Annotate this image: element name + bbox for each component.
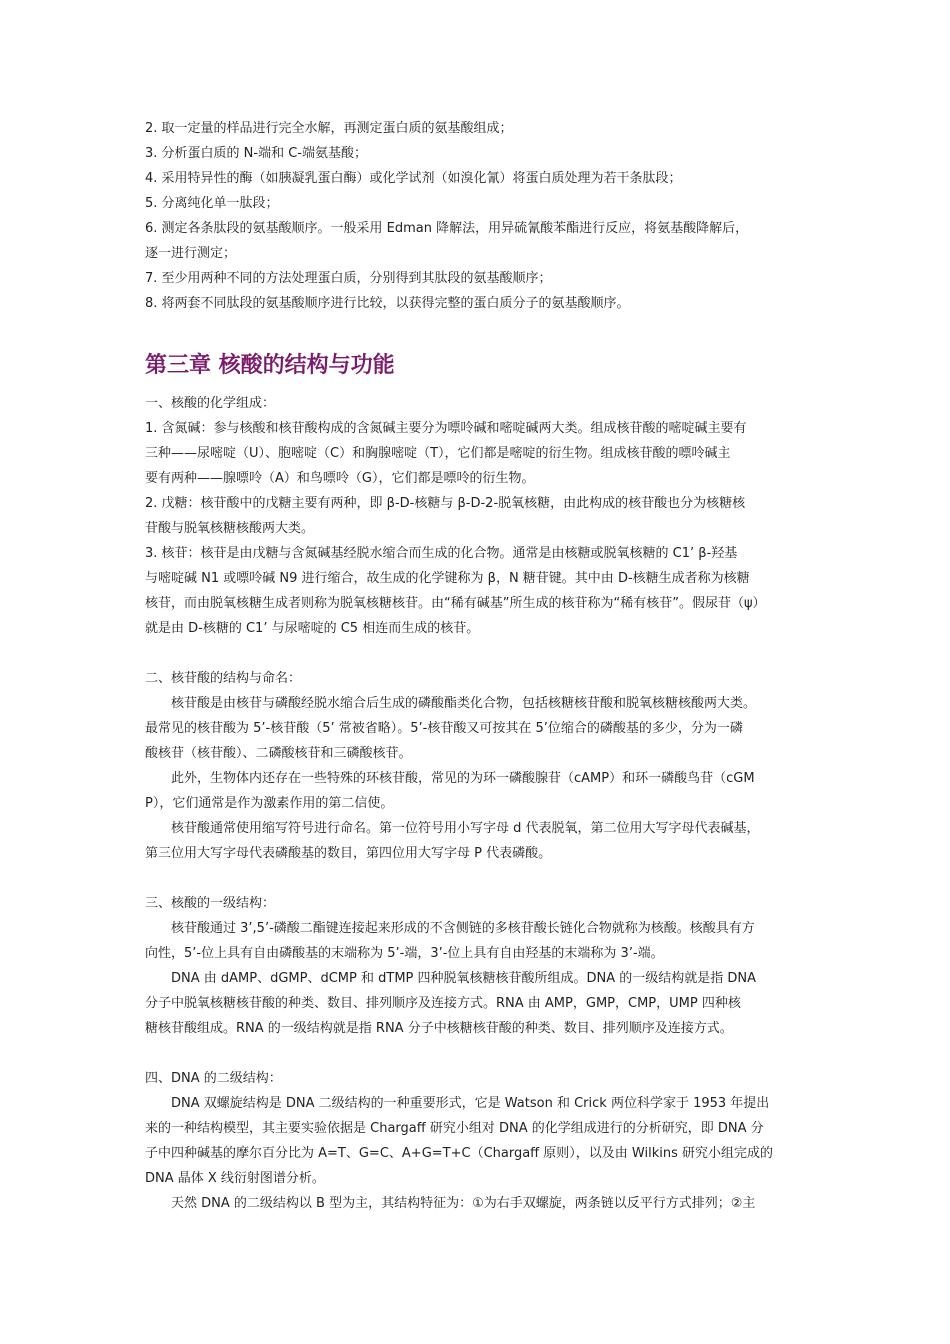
chapter-title: 第三章 核酸的结构与功能 <box>145 352 395 378</box>
paragraph-line: 分子中脱氧核糖核苷酸的种类、数目、排列顺序及连接方式。RNA 由 AMP，GMP，CMP，UMP 四种核 <box>145 996 741 1011</box>
paragraph-line: 核苷，而由脱氧核糖生成者则称为脱氧核糖核苷。由“稀有碱基”所生成的核苷称为“稀有核苷”。假尿苷（ψ） <box>145 596 766 611</box>
paragraph-line: 向性，5’-位上具有自由磷酸基的末端称为 5’-端，3’-位上具有自由羟基的末端称为 3’-端。 <box>145 946 664 961</box>
paragraph-line: 最常见的核苷酸为 5’-核苷酸（5’ 常被省略）。5’-核苷酸又可按其在 5’位缩合的磷酸基的多少，分为一磷 <box>145 721 743 736</box>
paragraph-line: 与嘧啶碱 N1 或嘌呤碱 N9 进行缩合，故生成的化学键称为 β，N 糖苷键。其中由 D-核糖生成者称为核糖 <box>145 571 750 586</box>
paragraph-line: 子中四种碱基的摩尔百分比为 A=T、G=C、A+G=T+C（Chargaff 原则），以及由 Wilkins 研究小组完成的 <box>145 1146 773 1161</box>
numbered-list <box>145 116 815 316</box>
paragraph-line: 第三位用大写字母代表磷酸基的数目，第四位用大写字母 P 代表磷酸。 <box>145 846 552 861</box>
paragraph-line: 1. 含氮碱：参与核酸和核苷酸构成的含氮碱主要分为嘌呤碱和嘧啶碱两大类。组成核苷酸的嘧啶碱主要有 <box>145 421 747 436</box>
section-chemical-composition <box>145 391 815 641</box>
section-dna-secondary-structure <box>145 1066 815 1216</box>
paragraph-line: 就是由 D-核糖的 C1’ 与尿嘧啶的 C5 相连而生成的核苷。 <box>145 621 480 636</box>
paragraph-line: DNA 双螺旋结构是 DNA 二级结构的一种重要形式，它是 Watson 和 Crick 两位科学家于 1953 年提出 <box>171 1096 770 1111</box>
paragraph-line: 三种——尿嘧啶（U）、胞嘧啶（C）和胸腺嘧啶（T），它们都是嘧啶的衍生物。组成核苷酸的嘌呤碱主 <box>145 446 731 461</box>
paragraph-line: P），它们通常是作为激素作用的第二信使。 <box>145 796 394 811</box>
paragraph-line: 糖核苷酸组成。RNA 的一级结构就是指 RNA 分子中核糖核苷酸的种类、数目、排列顺序及连接方式。 <box>145 1021 733 1036</box>
list-item: 6. 测定各条肽段的氨基酸顺序。一般采用 Edman 降解法，用异硫氰酸苯酯进行反应，将氨基酸降解后， <box>145 221 749 236</box>
section-heading: 二、核苷酸的结构与命名： <box>145 671 302 686</box>
list-item: 8. 将两套不同肽段的氨基酸顺序进行比较，以获得完整的蛋白质分子的氨基酸顺序。 <box>145 296 630 311</box>
paragraph-line: 此外，生物体内还存在一些特殊的环核苷酸，常见的为环一磷酸腺苷（cAMP）和环一磷酸鸟苷（cGM <box>171 771 755 786</box>
paragraph-line: 2. 戊糖：核苷酸中的戊糖主要有两种，即 β-D-核糖与 β-D-2-脱氧核糖，由此构成的核苷酸也分为核糖核 <box>145 496 746 511</box>
section-nucleotide-naming <box>145 666 815 866</box>
section-heading: 三、核酸的一级结构： <box>145 896 276 911</box>
paragraph-line: DNA 晶体 X 线衍射图谱分析。 <box>145 1171 325 1186</box>
paragraph-line: 酸核苷（核苷酸）、二磷酸核苷和三磷酸核苷。 <box>145 746 412 761</box>
list-item: 2. 取一定量的样品进行完全水解，再测定蛋白质的氨基酸组成； <box>145 121 513 136</box>
paragraph-line: 来的一种结构模型，其主要实验依据是 Chargaff 研究小组对 DNA 的化学组成进行的分析研究，即 DNA 分 <box>145 1121 764 1136</box>
paragraph-line: 天然 DNA 的二级结构以 B 型为主，其结构特征为：①为右手双螺旋，两条链以反平行方式排列；②主 <box>171 1196 756 1211</box>
document-page <box>145 116 815 1216</box>
paragraph-line: 核苷酸是由核苷与磷酸经脱水缩合后生成的磷酸酯类化合物，包括核糖核苷酸和脱氧核糖核酸两大类。 <box>171 696 757 711</box>
list-item: 7. 至少用两种不同的方法处理蛋白质，分别得到其肽段的氨基酸顺序； <box>145 271 552 286</box>
paragraph-line: 核苷酸通过 3’,5’-磷酸二酯键连接起来形成的不含侧链的多核苷酸长链化合物就称为核酸。核酸具有方 <box>171 921 755 936</box>
spacer <box>145 1041 815 1066</box>
paragraph-line: 苷酸与脱氧核糖核酸两大类。 <box>145 521 315 536</box>
spacer <box>145 866 815 891</box>
paragraph-line: 要有两种——腺嘌呤（A）和鸟嘌呤（G），它们都是嘌呤的衍生物。 <box>145 471 535 486</box>
list-item-continuation: 逐一进行测定； <box>145 246 237 261</box>
paragraph-line: 3. 核苷：核苷是由戊糖与含氮碱基经脱水缩合而生成的化合物。通常是由核糖或脱氧核糖的 C1’ β-羟基 <box>145 546 738 561</box>
list-item: 5. 分离纯化单一肽段； <box>145 196 279 211</box>
spacer <box>145 641 815 666</box>
section-heading: 一、核酸的化学组成： <box>145 396 276 411</box>
paragraph-line: DNA 由 dAMP、dGMP、dCMP 和 dTMP 四种脱氧核糖核苷酸所组成。DNA 的一级结构就是指 DNA <box>171 971 757 986</box>
section-heading: 四、DNA 的二级结构： <box>145 1071 282 1086</box>
list-item: 4. 采用特异性的酶（如胰凝乳蛋白酶）或化学试剂（如溴化氰）将蛋白质处理为若干条肽段； <box>145 171 682 186</box>
paragraph-line: 核苷酸通常使用缩写符号进行命名。第一位符号用小写字母 d 代表脱氧，第二位用大写字母代表碱基， <box>171 821 760 836</box>
section-primary-structure <box>145 891 815 1041</box>
list-item: 3. 分析蛋白质的 N-端和 C-端氨基酸； <box>145 146 367 161</box>
